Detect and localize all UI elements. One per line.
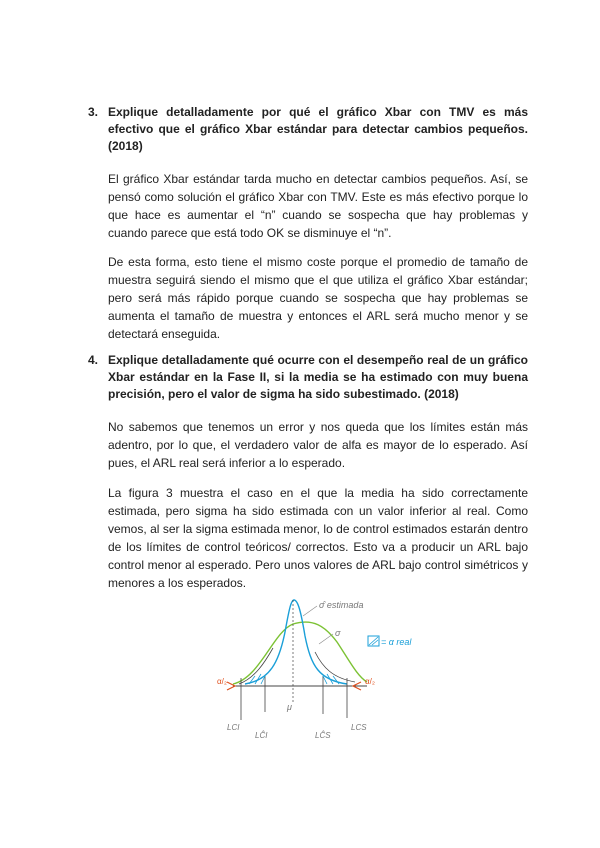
legend-hatch-lines bbox=[369, 637, 378, 645]
question-4-heading bbox=[88, 352, 528, 403]
label-lci: LCI bbox=[227, 723, 240, 732]
question-number: 3. bbox=[88, 105, 99, 119]
normal-distribution-sketch bbox=[215, 592, 430, 752]
question-text: Explique detalladamente por qué el gráfico Xbar con TMV es más efectivo que el gráfico Xbar estándar para detectar cambios pequeños. (2018) bbox=[108, 105, 528, 153]
answer-3-paragraph-2: De esta forma, esto tiene el mismo coste porque el promedio de tamaño de muestra seguirá siendo el mismo que el que utiliza el gráfico Xbar estándar; pero será más rápido porque cuando se sospecha que hay problemas se aumenta el tamaño de muestra y entonces el ARL será mucho menor y se detectará enseguida. bbox=[108, 255, 528, 341]
answer-4-paragraph-2: La figura 3 muestra el caso en el que la media ha sido correctamente estimada, pero sigma ha sido estimada con un valor inferior al real. Como vemos, al ser la sigma estimada menor, lo de control estimados estarán dentro de los límites de control teóricos/ correctos. Esto va a producir un ARL bajo control menor al esperado. Pero unos valores de ARL bajo control simétricos y menores a los esperados. bbox=[108, 486, 528, 590]
label-lcs-est: LĈS bbox=[315, 731, 331, 740]
label-lci-est: LĈI bbox=[255, 731, 268, 740]
legend-alpha-real: = α real bbox=[381, 637, 412, 647]
pointer-sigma-est bbox=[303, 606, 317, 616]
question-3-heading bbox=[88, 104, 528, 155]
pointer-sigma bbox=[319, 634, 333, 644]
question-number: 4. bbox=[88, 353, 99, 367]
label-mu: μ bbox=[287, 702, 292, 712]
answer-4-paragraph-1: No sabemos que tenemos un error y nos queda que los límites están más adentro, por lo que, el verdadero valor de alfa es mayor de lo esperado. Así pues, el ARL real será inferior a lo esperado. bbox=[108, 420, 528, 470]
label-alpha-left: α/₂ bbox=[217, 677, 227, 686]
label-sigma: σ bbox=[335, 628, 341, 638]
label-sigma-est: σ̂ estimada bbox=[319, 600, 364, 610]
estimated-distribution-curve bbox=[245, 600, 347, 684]
answer-3-paragraph-1: El gráfico Xbar estándar tarda mucho en detectar cambios pequeños. Así, se pensó como solución el gráfico Xbar con TMV. Este es más efectivo porque lo que hace es aumentar el “n” cuando se sospecha que hay problemas y cuando parece que está todo OK se disminuye el “n”. bbox=[108, 172, 528, 240]
sketch-outline-right bbox=[315, 652, 355, 682]
label-lcs: LCS bbox=[351, 723, 367, 732]
question-text: Explique detalladamente qué ocurre con el desempeño real de un gráfico Xbar estándar en la Fase II, si la media se ha estimado con muy buena precisión, pero el valor de sigma ha sido subestimado. (2018) bbox=[108, 353, 528, 401]
label-alpha-right: α/₂ bbox=[365, 677, 375, 686]
